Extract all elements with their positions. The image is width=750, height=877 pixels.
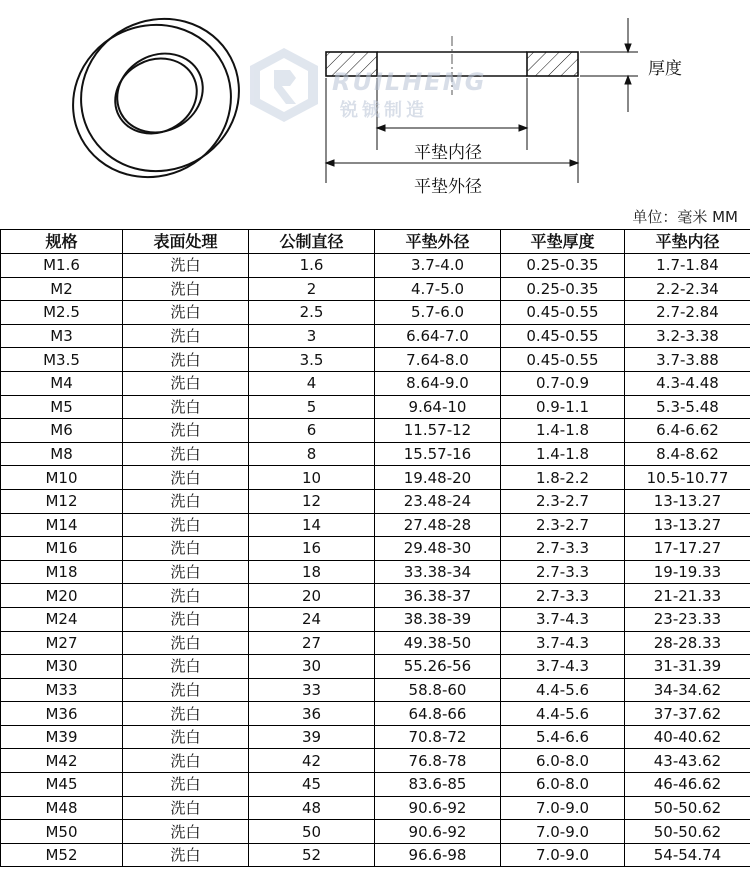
table-row: [1, 749, 750, 773]
cell-thickness: 4.4-5.6: [501, 702, 625, 726]
table-row: [1, 560, 750, 584]
table-row: [1, 301, 750, 325]
cell-spec: M18: [1, 560, 123, 584]
cell-surface-treatment: 洗白: [123, 655, 249, 679]
cell-spec: M50: [1, 820, 123, 844]
cell-thickness: 7.0-9.0: [501, 796, 625, 820]
cell-surface-treatment: 洗白: [123, 820, 249, 844]
watermark-brand-cn: 锐铖制造: [340, 100, 428, 121]
cell-outer-diameter: 9.64-10: [375, 395, 501, 419]
cell-spec: M3.5: [1, 348, 123, 372]
cell-spec: M5: [1, 395, 123, 419]
cell-spec: M52: [1, 843, 123, 867]
cell-surface-treatment: 洗白: [123, 419, 249, 443]
cell-metric-diameter: 20: [249, 584, 375, 608]
cell-metric-diameter: 42: [249, 749, 375, 773]
cell-spec: M12: [1, 489, 123, 513]
cell-surface-treatment: 洗白: [123, 607, 249, 631]
cell-outer-diameter: 70.8-72: [375, 725, 501, 749]
cell-inner-diameter: 2.2-2.34: [625, 277, 750, 301]
cell-thickness: 0.25-0.35: [501, 254, 625, 278]
cell-inner-diameter: 40-40.62: [625, 725, 750, 749]
cell-spec: M3: [1, 324, 123, 348]
cell-spec: M39: [1, 725, 123, 749]
cell-outer-diameter: 11.57-12: [375, 419, 501, 443]
cell-inner-diameter: 13-13.27: [625, 513, 750, 537]
cell-inner-diameter: 1.7-1.84: [625, 254, 750, 278]
cell-thickness: 1.8-2.2: [501, 466, 625, 490]
cell-inner-diameter: 50-50.62: [625, 820, 750, 844]
cell-spec: M4: [1, 371, 123, 395]
cell-metric-diameter: 39: [249, 725, 375, 749]
cell-outer-diameter: 7.64-8.0: [375, 348, 501, 372]
table-row: [1, 348, 750, 372]
cell-outer-diameter: 19.48-20: [375, 466, 501, 490]
cell-outer-diameter: 5.7-6.0: [375, 301, 501, 325]
cell-outer-diameter: 64.8-66: [375, 702, 501, 726]
cell-surface-treatment: 洗白: [123, 749, 249, 773]
cell-surface-treatment: 洗白: [123, 489, 249, 513]
table-row: [1, 254, 750, 278]
cell-outer-diameter: 27.48-28: [375, 513, 501, 537]
cell-inner-diameter: 2.7-2.84: [625, 301, 750, 325]
cell-inner-diameter: 5.3-5.48: [625, 395, 750, 419]
cell-metric-diameter: 24: [249, 607, 375, 631]
cell-metric-diameter: 6: [249, 419, 375, 443]
cell-thickness: 7.0-9.0: [501, 843, 625, 867]
cell-thickness: 3.7-4.3: [501, 607, 625, 631]
cell-surface-treatment: 洗白: [123, 631, 249, 655]
cell-thickness: 7.0-9.0: [501, 820, 625, 844]
cell-metric-diameter: 12: [249, 489, 375, 513]
table-row: [1, 631, 750, 655]
thickness-label: 厚度: [648, 59, 682, 79]
cell-inner-diameter: 3.2-3.38: [625, 324, 750, 348]
cell-surface-treatment: 洗白: [123, 678, 249, 702]
cell-metric-diameter: 45: [249, 773, 375, 797]
cell-thickness: 0.45-0.55: [501, 301, 625, 325]
cell-surface-treatment: 洗白: [123, 513, 249, 537]
cell-outer-diameter: 36.38-37: [375, 584, 501, 608]
cell-thickness: 5.4-6.6: [501, 725, 625, 749]
table-row: [1, 843, 750, 867]
cell-inner-diameter: 4.3-4.48: [625, 371, 750, 395]
cell-surface-treatment: 洗白: [123, 560, 249, 584]
cell-inner-diameter: 50-50.62: [625, 796, 750, 820]
cell-metric-diameter: 1.6: [249, 254, 375, 278]
cell-surface-treatment: 洗白: [123, 702, 249, 726]
table-row: [1, 537, 750, 561]
cell-spec: M45: [1, 773, 123, 797]
cell-metric-diameter: 30: [249, 655, 375, 679]
table-row: [1, 584, 750, 608]
table-row: [1, 419, 750, 443]
header-metric-diameter: 公制直径: [249, 230, 375, 254]
cell-outer-diameter: 15.57-16: [375, 442, 501, 466]
cell-outer-diameter: 58.8-60: [375, 678, 501, 702]
cell-surface-treatment: 洗白: [123, 324, 249, 348]
cell-inner-diameter: 19-19.33: [625, 560, 750, 584]
cell-thickness: 4.4-5.6: [501, 678, 625, 702]
cell-thickness: 1.4-1.8: [501, 419, 625, 443]
cell-inner-diameter: 17-17.27: [625, 537, 750, 561]
cell-thickness: 1.4-1.8: [501, 442, 625, 466]
cell-inner-diameter: 34-34.62: [625, 678, 750, 702]
cell-surface-treatment: 洗白: [123, 442, 249, 466]
cell-outer-diameter: 33.38-34: [375, 560, 501, 584]
cell-metric-diameter: 14: [249, 513, 375, 537]
table-row: [1, 678, 750, 702]
cell-metric-diameter: 16: [249, 537, 375, 561]
cell-spec: M27: [1, 631, 123, 655]
table-row: [1, 466, 750, 490]
cell-thickness: 0.25-0.35: [501, 277, 625, 301]
cell-thickness: 2.7-3.3: [501, 537, 625, 561]
cell-metric-diameter: 36: [249, 702, 375, 726]
cell-thickness: 2.7-3.3: [501, 560, 625, 584]
cell-spec: M20: [1, 584, 123, 608]
table-header-row: [1, 230, 750, 254]
cell-outer-diameter: 38.38-39: [375, 607, 501, 631]
cell-spec: M2.5: [1, 301, 123, 325]
cell-thickness: 0.9-1.1: [501, 395, 625, 419]
table-row: [1, 725, 750, 749]
cell-metric-diameter: 18: [249, 560, 375, 584]
cell-spec: M8: [1, 442, 123, 466]
cell-outer-diameter: 6.64-7.0: [375, 324, 501, 348]
cell-spec: M33: [1, 678, 123, 702]
cell-outer-diameter: 90.6-92: [375, 820, 501, 844]
cell-inner-diameter: 28-28.33: [625, 631, 750, 655]
cell-thickness: 0.45-0.55: [501, 324, 625, 348]
cell-spec: M24: [1, 607, 123, 631]
cell-metric-diameter: 2: [249, 277, 375, 301]
washer-spec-table: [0, 229, 750, 867]
washer-3d-illustration: [46, 0, 266, 200]
table-row: [1, 324, 750, 348]
cell-outer-diameter: 90.6-92: [375, 796, 501, 820]
header-outer-diameter: 平垫外径: [375, 230, 501, 254]
cell-outer-diameter: 23.48-24: [375, 489, 501, 513]
header-surface-treatment: 表面处理: [123, 230, 249, 254]
header-spec: 规格: [1, 230, 123, 254]
cell-metric-diameter: 3.5: [249, 348, 375, 372]
table-row: [1, 442, 750, 466]
cell-surface-treatment: 洗白: [123, 395, 249, 419]
cell-outer-diameter: 4.7-5.0: [375, 277, 501, 301]
cell-surface-treatment: 洗白: [123, 466, 249, 490]
cell-thickness: 2.7-3.3: [501, 584, 625, 608]
cell-spec: M2: [1, 277, 123, 301]
cell-surface-treatment: 洗白: [123, 796, 249, 820]
cell-surface-treatment: 洗白: [123, 371, 249, 395]
cell-thickness: 2.3-2.7: [501, 489, 625, 513]
table-row: [1, 702, 750, 726]
table-row: [1, 277, 750, 301]
cell-thickness: 0.45-0.55: [501, 348, 625, 372]
table-row: [1, 607, 750, 631]
cell-spec: M14: [1, 513, 123, 537]
cell-outer-diameter: 49.38-50: [375, 631, 501, 655]
cell-inner-diameter: 46-46.62: [625, 773, 750, 797]
cell-inner-diameter: 13-13.27: [625, 489, 750, 513]
cell-metric-diameter: 52: [249, 843, 375, 867]
cell-surface-treatment: 洗白: [123, 537, 249, 561]
cell-surface-treatment: 洗白: [123, 254, 249, 278]
cell-spec: M1.6: [1, 254, 123, 278]
cell-thickness: 3.7-4.3: [501, 655, 625, 679]
cell-surface-treatment: 洗白: [123, 773, 249, 797]
table-row: [1, 655, 750, 679]
cell-metric-diameter: 10: [249, 466, 375, 490]
cell-inner-diameter: 23-23.33: [625, 607, 750, 631]
cell-inner-diameter: 8.4-8.62: [625, 442, 750, 466]
cell-outer-diameter: 3.7-4.0: [375, 254, 501, 278]
cell-thickness: 2.3-2.7: [501, 513, 625, 537]
table-row: [1, 395, 750, 419]
cell-metric-diameter: 5: [249, 395, 375, 419]
table-row: [1, 796, 750, 820]
cell-outer-diameter: 76.8-78: [375, 749, 501, 773]
cell-inner-diameter: 21-21.33: [625, 584, 750, 608]
cell-metric-diameter: 8: [249, 442, 375, 466]
cell-spec: M30: [1, 655, 123, 679]
inner-diameter-label: 平垫内径: [414, 143, 482, 163]
cell-thickness: 6.0-8.0: [501, 749, 625, 773]
cell-thickness: 0.7-0.9: [501, 371, 625, 395]
cell-inner-diameter: 37-37.62: [625, 702, 750, 726]
table-row: [1, 371, 750, 395]
cell-outer-diameter: 8.64-9.0: [375, 371, 501, 395]
cell-inner-diameter: 6.4-6.62: [625, 419, 750, 443]
cell-spec: M10: [1, 466, 123, 490]
header-inner-diameter: 平垫内径: [625, 230, 750, 254]
cell-outer-diameter: 55.26-56: [375, 655, 501, 679]
cell-inner-diameter: 31-31.39: [625, 655, 750, 679]
cell-spec: M36: [1, 702, 123, 726]
cell-inner-diameter: 54-54.74: [625, 843, 750, 867]
header-thickness: 平垫厚度: [501, 230, 625, 254]
cell-surface-treatment: 洗白: [123, 843, 249, 867]
cell-surface-treatment: 洗白: [123, 725, 249, 749]
cell-outer-diameter: 83.6-85: [375, 773, 501, 797]
table-row: [1, 773, 750, 797]
cell-metric-diameter: 48: [249, 796, 375, 820]
cell-metric-diameter: 4: [249, 371, 375, 395]
cell-spec: M6: [1, 419, 123, 443]
cell-metric-diameter: 3: [249, 324, 375, 348]
cell-metric-diameter: 2.5: [249, 301, 375, 325]
cell-surface-treatment: 洗白: [123, 301, 249, 325]
table-row: [1, 513, 750, 537]
cell-metric-diameter: 27: [249, 631, 375, 655]
cell-spec: M42: [1, 749, 123, 773]
cell-outer-diameter: 96.6-98: [375, 843, 501, 867]
table-row: [1, 820, 750, 844]
cell-surface-treatment: 洗白: [123, 277, 249, 301]
cell-surface-treatment: 洗白: [123, 348, 249, 372]
cell-metric-diameter: 33: [249, 678, 375, 702]
watermark-logo: [250, 48, 318, 122]
cell-thickness: 6.0-8.0: [501, 773, 625, 797]
watermark-brand-en: RUILHENG: [332, 68, 487, 96]
cell-inner-diameter: 43-43.62: [625, 749, 750, 773]
table-row: [1, 489, 750, 513]
unit-label: 单位：毫米 MM: [632, 208, 738, 226]
cell-surface-treatment: 洗白: [123, 584, 249, 608]
cell-thickness: 3.7-4.3: [501, 631, 625, 655]
cell-spec: M48: [1, 796, 123, 820]
cell-spec: M16: [1, 537, 123, 561]
cell-inner-diameter: 3.7-3.88: [625, 348, 750, 372]
cell-metric-diameter: 50: [249, 820, 375, 844]
outer-diameter-label: 平垫外径: [414, 177, 482, 197]
cell-outer-diameter: 29.48-30: [375, 537, 501, 561]
cell-inner-diameter: 10.5-10.77: [625, 466, 750, 490]
